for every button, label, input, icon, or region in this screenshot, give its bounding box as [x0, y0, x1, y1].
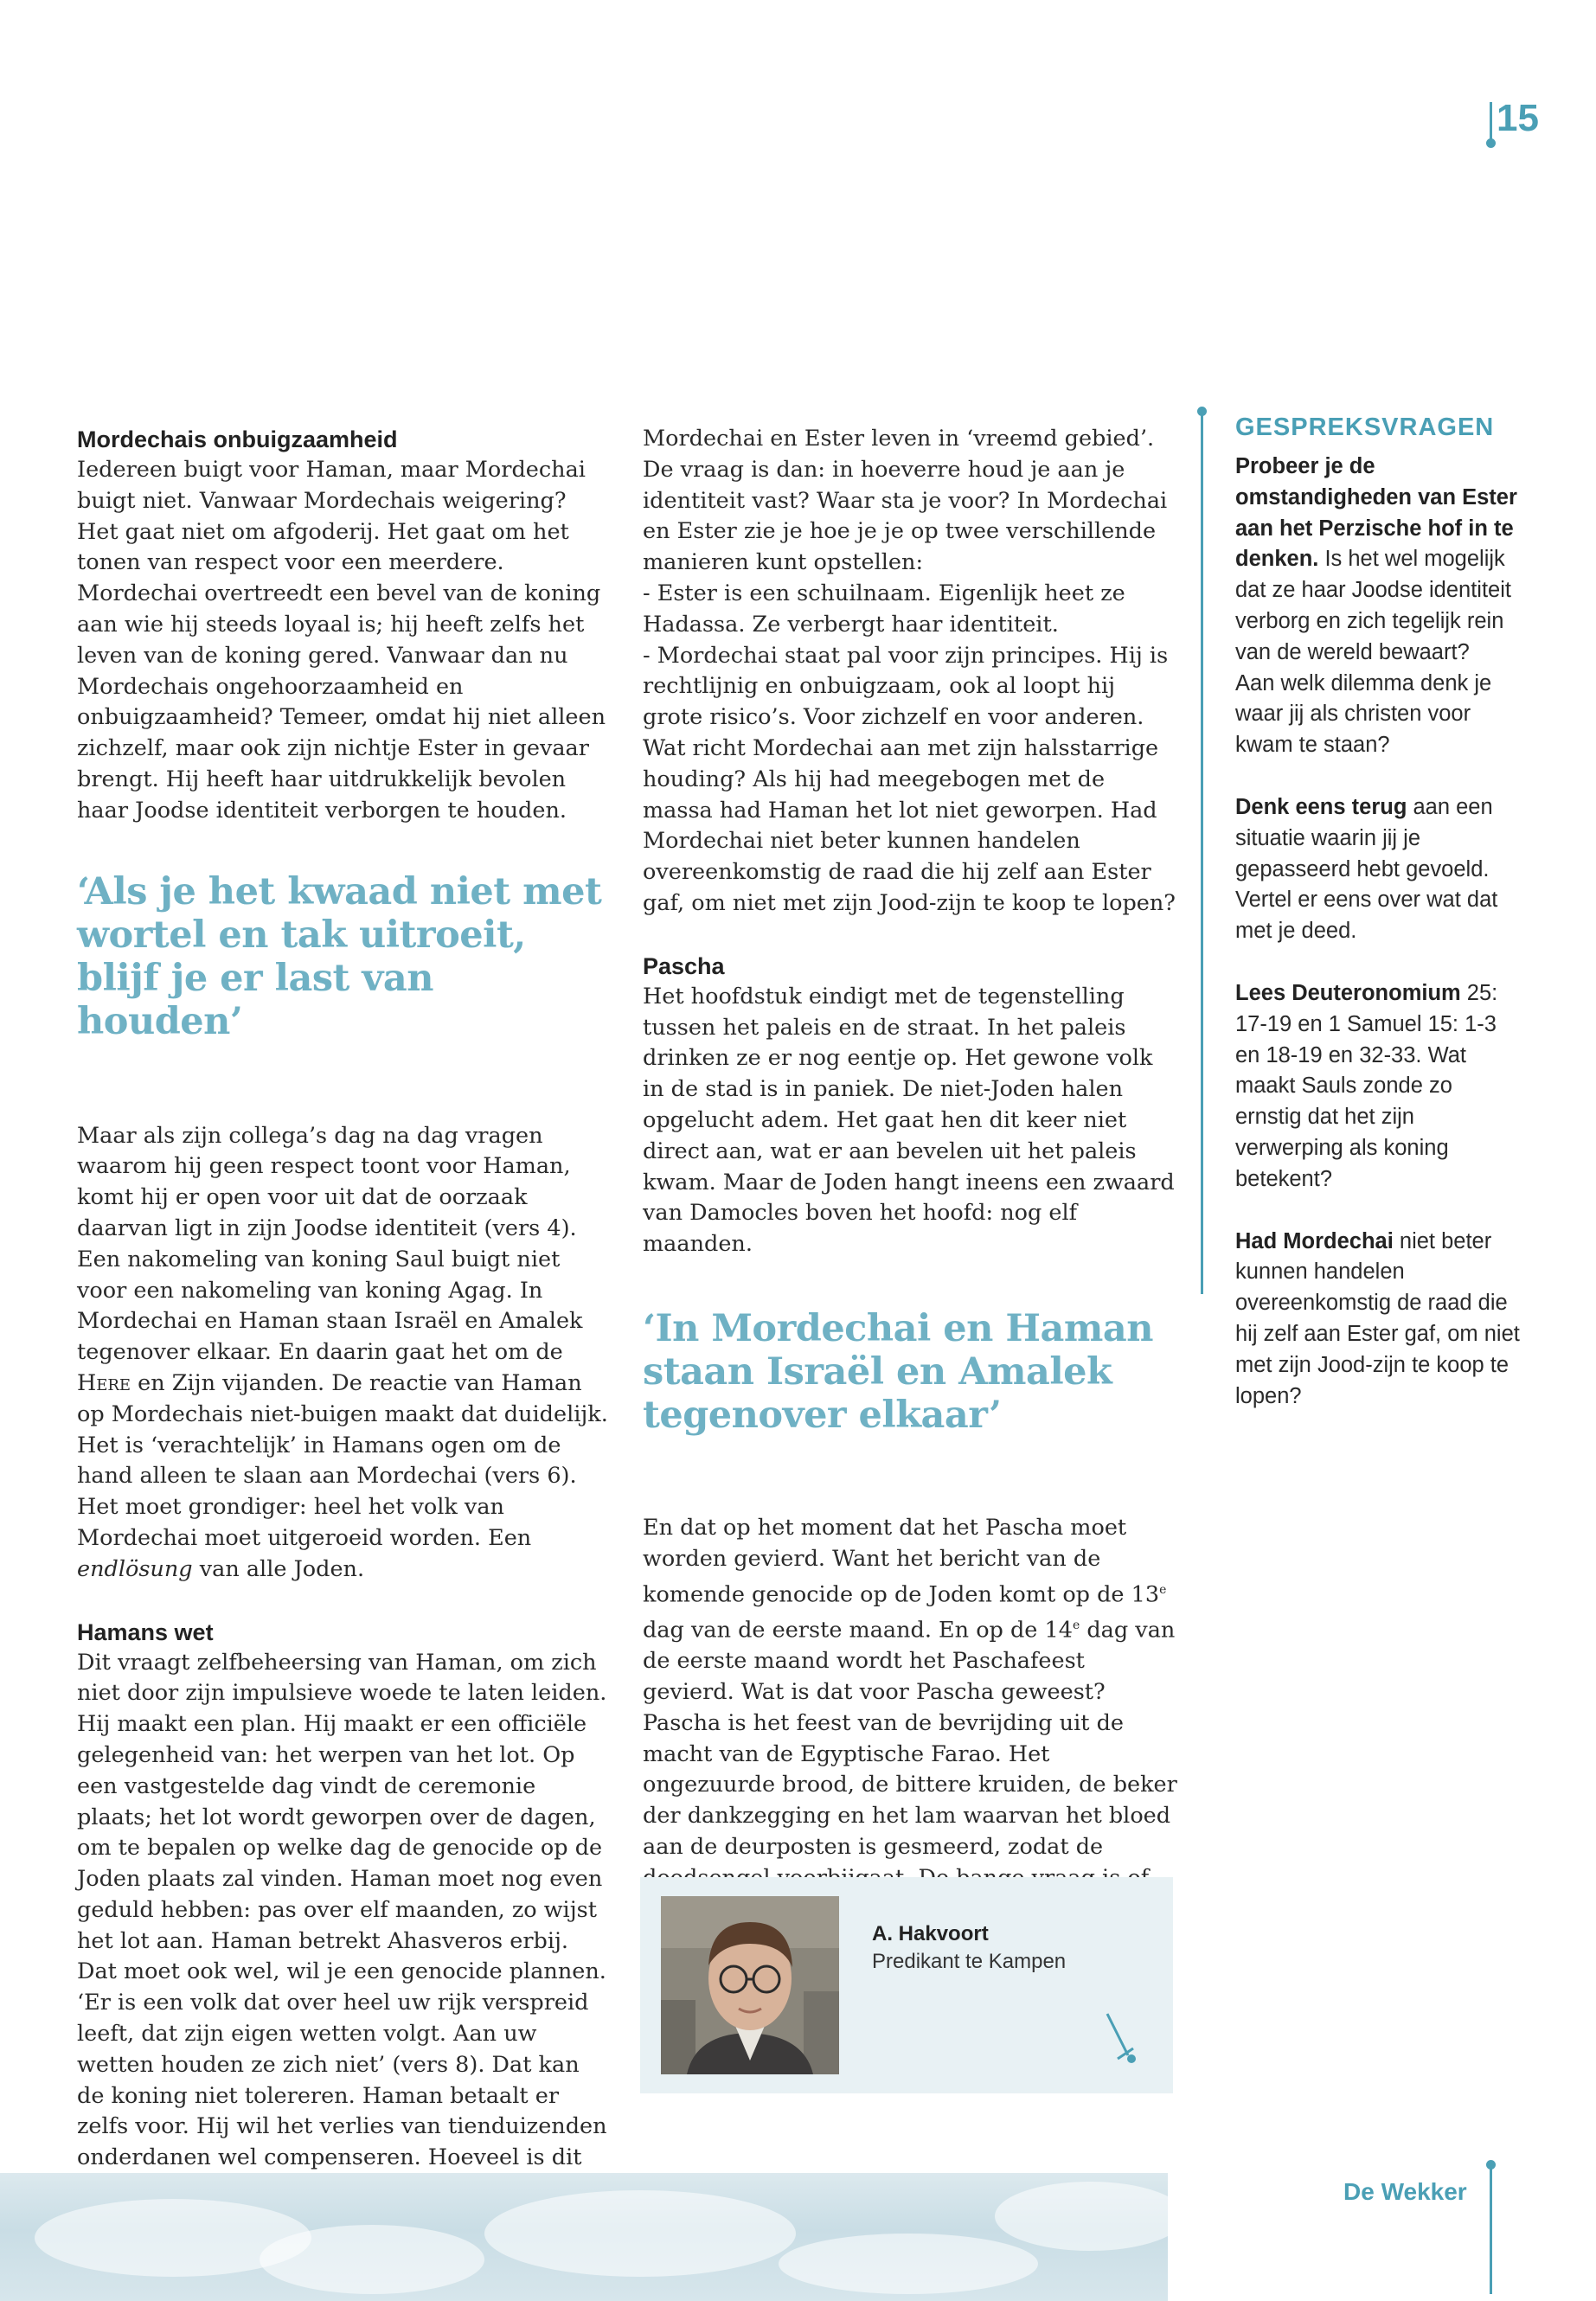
question: Had Mordechai niet beter kunnen handelen overeenkomstig de raad die hij zelf aan Ester gaf, om niet met zijn Jood-zijn te koop te lopen? [1235, 1228, 1520, 1408]
pull-quote: ‘Als je het kwaad niet met wortel en tak uitroeit, blijf je er last van houden’ [77, 869, 602, 1043]
discussion-questions-sidebar [1235, 413, 1521, 1443]
page-number-rule [1490, 102, 1492, 144]
sidebar-title: GESPREKSVRAGEN [1235, 413, 1495, 441]
sidebar-rule [1201, 412, 1203, 1294]
author-role: Predikant te Kampen [872, 1950, 1067, 1973]
article-column-2 [643, 424, 1179, 1925]
author-photo [661, 1896, 839, 2074]
pull-quote: ‘In Mordechai en Haman staan Israël en Amalek tegenover elkaar’ [643, 1306, 1153, 1437]
author-box [640, 1877, 1173, 2093]
page-number: 15 [1497, 97, 1539, 139]
footer-rule [1490, 2164, 1492, 2294]
paragraph: - Mordechai staat pal voor zijn principes. Hij is rechtlijnig en onbuigzaam, ook al loopt hij grote risico’s. Voor zichzelf en voor anderen. [643, 642, 1169, 731]
question: Lees Deuteronomium 25: 17-19 en 1 Samuel 15: 1-3 en 18-19 en 32-33. Wat maakt Sauls zonde zo ernstig dat het zijn verwerping als koning betekent? [1235, 980, 1498, 1191]
section-heading: Mordechais onbuigzaamheid [77, 426, 398, 452]
author-name: A. Hakvoort [872, 1922, 989, 1945]
question: Denk eens terug aan een situatie waarin jij je gepasseerd hebt gevoeld. Vertel er eens over wat dat met je deed. [1235, 794, 1498, 944]
footer-sky-band [0, 2173, 1168, 2301]
question: Probeer je de omstandigheden van Ester aan het Perzische hof in te denken. Is het wel mogelijk dat ze haar Joodse identiteit verborg en zich tegelijk rein van de wereld bewaart? Aan welk dilemma denk je waar jij als christen voor kwam te staan? [1235, 454, 1517, 758]
section-heading: Pascha [643, 952, 725, 979]
paragraph: En dat op het moment dat het Pascha moet worden gevierd. Want het bericht van de komende genocide op de Joden komt op de 13e dag van de eerste maand. En op de 14e dag van de eerste maand wordt het Paschafeest gevierd. Wat is dat voor Pascha geweest? Pascha is het feest van de bevrijding uit de macht van de Egyptische Farao. Het ongezuurde brood, de bittere kruiden, de beker der dankzegging en het lam waarvan het bloed aan de deurposten is gesmeerd, zodat de [643, 1513, 1179, 1925]
signature-mark-icon [1099, 2007, 1142, 2067]
paragraph: Maar als zijn collega’s dag na dag vragen waarom hij geen respect toont voor Haman, komt hij er open voor uit dat de oorzaak daarvan ligt in zijn Joodse identiteit (vers 4). Een nakomeling van koning Saul buigt niet voor een nakomeling van koning Agag. In Mordechai en Haman staan Israël en Amalek tegenover elkaar. En daarin gaat het om de Here en Zijn vijanden. De reactie van Haman op Mordechais niet-buigen maakt dat duidelijk. Het is ‘verachtelijk’ in Hamans ogen om de hand alleen te slaan aan Mordechai (vers 6). Het moet grondiger: heel het volk van Mordechai moet uitgeroeid worden. Een endlösung van alle Joden. [77, 1122, 608, 1582]
magazine-title: De Wekker [1343, 2178, 1467, 2205]
article-column-1 [77, 424, 611, 2236]
paragraph: - Ester is een schuilnaam. Eigenlijk heet ze Hadassa. Ze verbergt haar identiteit. [643, 580, 1125, 638]
page-number-dot [1486, 138, 1496, 148]
paragraph: Wat richt Mordechai aan met zijn halsstarrige houding? Als hij had meegebogen met de massa had Haman het lot niet geworpen. Had Mordechai niet beter kunnen handelen overeenkomstig de raad die hij zelf aan Ester gaf, om niet met zijn Jood-zijn te koop te lopen? [643, 734, 1176, 916]
paragraph: Het hoofdstuk eindigt met de tegenstelling tussen het paleis en de straat. In het paleis drinken ze er nog eentje op. Het gewone volk in de stad is in paniek. De niet-Joden halen opgelucht adem. Het gaat hen dit keer niet direct aan, wat er aan bevelen uit het paleis kwam. Maar de Joden hangt ineens een zwaard van Damocles boven het hoofd: nog elf maanden. [643, 983, 1175, 1258]
section-heading: Hamans wet [77, 1618, 214, 1645]
paragraph: Iedereen buigt voor Haman, maar Mordechai buigt niet. Vanwaar Mordechais weigering? Het gaat niet om afgoderij. Het gaat om het tonen van respect voor een meerdere. Mordechai overtreedt een bevel van de koning aan wie hij steeds loyaal is; hij heeft zelfs het leven van de koning gered. Vanwaar dan nu Mordechais ongehoorzaamheid en onbuigzaamheid? Temeer, omdat hij niet alleen zichzelf, maar ook zijn nichtje Ester in gevaar brengt. Hij heeft haar uitdrukkelijk bevolen haar Joodse identiteit verborgen te houden. [77, 457, 606, 824]
paragraph: Mordechai en Ester leven in ‘vreemd gebied’. De vraag is dan: in hoeverre houd je aan je identiteit vast? Waar sta je voor? In Mordechai en Ester zie je hoe je je op twee verschillende manieren kunt opstellen: [643, 426, 1168, 576]
paragraph: Dit vraagt zelfbeheersing van Haman, om zich niet door zijn impulsieve woede te laten leiden. Hij maakt een plan. Hij maakt er een officiële gelegenheid van: het werpen van het lot. Op een vastgestelde dag vindt de ceremonie plaats; het lot wordt geworpen over de dagen, om te bepalen op welke dag de genocide op de Joden plaats zal vinden. Haman moet nog even geduld hebben: pas over elf maanden, zo wijst het lot aan. Haman betrekt Ahasveros erbij. Dat moet ook wel, wil je een genocide plannen. ‘Er is een volk dat over heel uw rijk verspreid leeft, dat zijn eigen wetten volgt. Aan uw wetten houden ze zich niet’ (vers 8). Dat kan de koning niet tolereren. Haman betaalt er zelfs voor. Hij wil het verlies van tienduizenden onderdanen wel compenseren. Hoeveel is dit [77, 1649, 607, 2171]
